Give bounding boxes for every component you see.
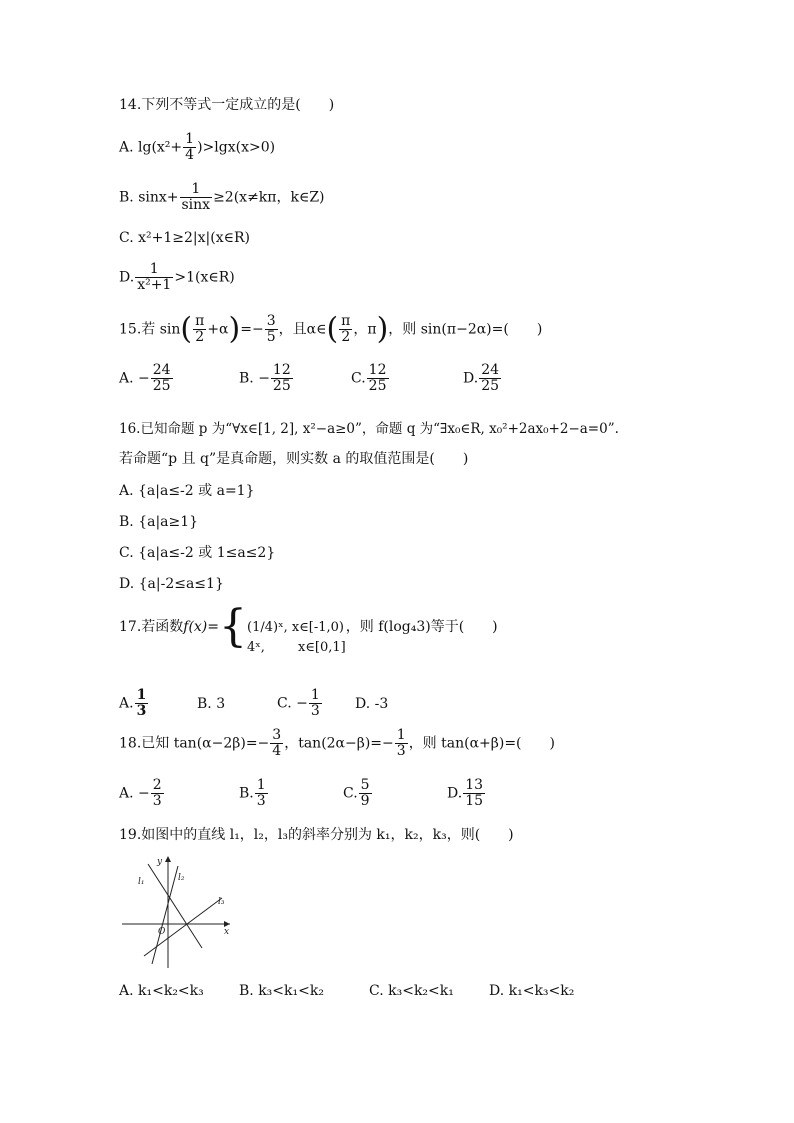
q19-stem: 19.如图中的直线 l₁，l₂，l₃的斜率分别为 k₁，k₂，k₃，则( ) (119, 827, 514, 843)
fraction: $\frac{1}{4}$ (185, 131, 195, 163)
q15-option-d: D. $\frac{24}{25}$ (463, 362, 500, 394)
q16-stem-line1: 16.已知命题 p 为“∀x∈[1, 2], x²−a≥0”，命题 q 为“∃x₀∈R, x₀²+2ax₀+2−a=0”. (119, 421, 619, 437)
q18-option-d: D. $\frac{13}{15}$ (447, 777, 484, 809)
line-l3 (144, 898, 222, 956)
l2-label: l₂ (178, 873, 185, 883)
q16-option-d: D. {a|-2≤a≤1} (119, 576, 224, 592)
piecewise-cases: (1/4)ˣ, x∈[-1,0) 4ˣ, x∈[0,1] (247, 620, 346, 655)
q17-option-c: C. − $\frac{1}{3}$ (277, 687, 320, 719)
q19-option-d: D. k₁<k₃<k₂ (489, 983, 575, 999)
q18-option-a: A. − $\frac{2}{3}$ (119, 777, 162, 809)
q16-stem-line2: 若命题“p 且 q”是真命题，则实数 a 的取值范围是( ) (119, 451, 469, 467)
q15-option-b: B. − $\frac{12}{25}$ (239, 362, 291, 394)
q14-option-d: D. $\frac{1}{\text{x²+1}}$ >1(x∈R) (119, 261, 235, 293)
q19-option-a: A. k₁<k₂<k₃ (119, 983, 204, 999)
q18-stem: 18.已知 tan(α−2β)=− $\frac{3}{4}$ ，tan(2α−β)=− $\frac{1}{3}$ ，则 tan(α+β)=( ) (119, 727, 555, 759)
q19-figure (118, 852, 238, 970)
q18-option-b: B. $\frac{1}{3}$ (239, 777, 266, 809)
l1-label: l₁ (138, 877, 145, 887)
q16-option-b: B. {a|a≥1} (119, 514, 199, 530)
q19-options (119, 982, 574, 1000)
line-l2 (152, 866, 178, 964)
fraction: $\frac{1}{\text{x²+1}}$ (137, 261, 172, 293)
q16-option-a: A. {a|a≤-2 或 a=1} (119, 483, 255, 499)
q17-option-b: B. 3 (197, 695, 226, 712)
q14-stem: 14.下列不等式一定成立的是( ) (119, 97, 335, 113)
l3-label: l₃ (218, 897, 225, 907)
q14-option-a: A. lg(x²+ $\frac{1}{4}$ )>lgx(x>0) (119, 131, 276, 163)
q18-options (119, 778, 486, 809)
q19-option-b: B. k₃<k₁<k₂ (239, 983, 324, 999)
q14-option-b: B. sinx+ $\frac{1}{\sin x}$ ≥2(x≠kπ，k∈Z) (119, 181, 325, 213)
q15-option-a: A. − $\frac{24}{25}$ (119, 362, 171, 394)
origin-label: O (158, 927, 166, 937)
q19-option-c: C. k₃<k₂<k₁ (369, 983, 454, 999)
y-axis-arrow (165, 856, 171, 862)
q15-option-c: C. $\frac{12}{25}$ (351, 362, 387, 394)
q14-option-c: C. x²+1≥2|x|(x∈R) (119, 230, 250, 246)
q17-options (119, 688, 388, 719)
x-label: x (224, 927, 230, 937)
q15-options (119, 363, 502, 394)
q17-option-d: D. -3 (355, 695, 389, 712)
q18-option-c: C. $\frac{5}{9}$ (343, 777, 370, 809)
q16-option-c: C. {a|a≤-2 或 1≤a≤2} (119, 545, 276, 561)
q17-stem: 17.若函数f(x)={ (1/4)ˣ, x∈[-1,0) 4ˣ, x∈[0,1] ，则 f(log₄3)等于( ) (119, 612, 498, 658)
fraction: $\frac{1}{\sin x}$ (181, 181, 211, 213)
q17-option-a: A. $\frac{1}{3}$ (119, 687, 147, 719)
y-label: y (157, 857, 163, 867)
q15-stem: 15.若 sin( $\frac{\pi}{2}$ +α)=− $\frac{3}{5}$ ，且α∈( $\frac{\pi}{2}$ ，π)，则 sin(π−2α)=( ) (119, 311, 543, 347)
